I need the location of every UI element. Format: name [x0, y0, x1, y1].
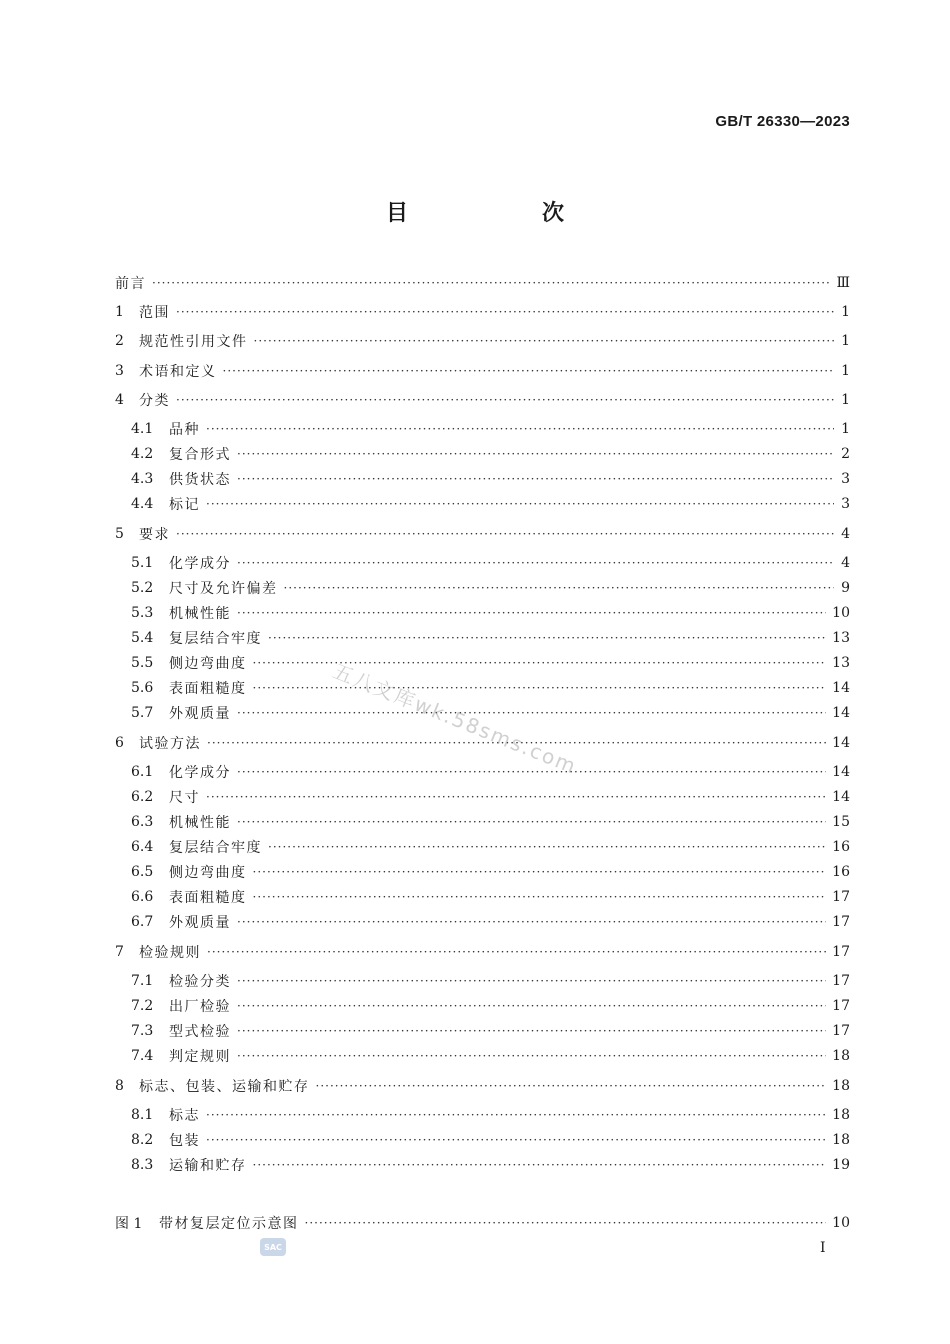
footer-page-number: I — [820, 1240, 826, 1256]
toc-leader-dots — [206, 497, 834, 511]
toc-entry-label: 标记 — [169, 497, 200, 513]
toc-entry-number: 4.1 — [131, 421, 154, 437]
toc-leader-dots — [237, 472, 834, 486]
toc-title: 目 次 — [385, 201, 620, 226]
toc-leader-dots — [237, 974, 826, 988]
toc-entry[interactable] — [131, 1154, 850, 1176]
toc-entry-page: 15 — [832, 814, 850, 830]
toc-entry-number: 5.6 — [131, 680, 154, 696]
toc-entry[interactable] — [131, 652, 850, 674]
toc-entry-label: 检验分类 — [169, 974, 231, 990]
toc-entry-label: 化学成分 — [169, 556, 231, 572]
toc-entry-page: 16 — [832, 864, 850, 880]
toc-entry-number: 2 — [115, 333, 124, 349]
toc-entry[interactable] — [131, 1045, 850, 1067]
toc-leader-dots — [206, 1133, 826, 1147]
toc-entry-label: 范围 — [139, 305, 170, 321]
toc-entry-label: 外观质量 — [169, 706, 231, 722]
toc-entry-page: 18 — [832, 1107, 850, 1123]
toc-leader-dots — [254, 334, 835, 348]
toc-entry-number: 6.1 — [131, 764, 154, 780]
figure-page: 10 — [832, 1215, 850, 1231]
toc-entry-page: 17 — [832, 973, 850, 989]
toc-entry-label: 复合形式 — [169, 447, 231, 463]
toc-entry-number: 6.3 — [131, 814, 154, 830]
toc-entry-page: 14 — [832, 680, 850, 696]
toc-entry-number: 7 — [115, 944, 124, 960]
toc-entry-number: 6 — [115, 735, 124, 751]
toc-leader-dots — [237, 1024, 826, 1038]
toc-entry-number: 8.3 — [131, 1157, 154, 1173]
toc-entry-page: 3 — [841, 471, 850, 487]
toc-entry[interactable] — [131, 468, 850, 490]
toc-leader-dots — [206, 1108, 826, 1122]
toc-entry-number: 5.4 — [131, 630, 154, 646]
toc-entry-page: 3 — [841, 496, 850, 512]
toc-leader-dots — [206, 790, 826, 804]
publisher-logo-icon: SAC — [260, 1238, 286, 1256]
toc-entry-page: 9 — [841, 580, 850, 596]
toc-entry-number: 8.2 — [131, 1132, 154, 1148]
toc-entry-label: 规范性引用文件 — [139, 334, 248, 350]
toc-entry[interactable] — [115, 941, 850, 963]
toc-entry[interactable] — [131, 627, 850, 649]
toc-entry-page: 19 — [832, 1157, 850, 1173]
toc-leader-dots — [237, 1049, 826, 1063]
toc-entry-label: 侧边弯曲度 — [169, 656, 247, 672]
toc-entry[interactable] — [131, 911, 850, 933]
toc-entry-label: 供货状态 — [169, 472, 231, 488]
toc-entry-number: 5.5 — [131, 655, 154, 671]
toc-entry[interactable] — [131, 1104, 850, 1126]
toc-entry-page: 1 — [841, 363, 850, 379]
toc-entry-number: 6.4 — [131, 839, 154, 855]
toc-entry[interactable] — [131, 577, 850, 599]
toc-entry-page: 4 — [841, 526, 850, 542]
toc-leader-dots — [237, 706, 826, 720]
toc-leader-dots — [268, 631, 826, 645]
toc-entry-label: 机械性能 — [169, 606, 231, 622]
toc-leader-dots — [152, 276, 830, 290]
toc-entry-number: 8.1 — [131, 1107, 154, 1123]
toc-entry-label: 术语和定义 — [139, 364, 217, 380]
toc-entry[interactable] — [115, 389, 850, 411]
toc-entry-page: 14 — [832, 735, 850, 751]
toc-leader-dots — [206, 422, 834, 436]
toc-entry-number: 8 — [115, 1078, 124, 1094]
toc-entry[interactable] — [115, 272, 850, 294]
toc-entry[interactable] — [131, 995, 850, 1017]
toc-entry-label: 表面粗糙度 — [169, 681, 247, 697]
toc-entry-number: 4 — [115, 392, 124, 408]
toc-leader-dots — [253, 890, 827, 904]
toc-entry[interactable] — [115, 330, 850, 352]
toc-entry-number: 5.2 — [131, 580, 154, 596]
toc-leader-dots — [223, 364, 835, 378]
toc-entry-number: 4.3 — [131, 471, 154, 487]
toc-entry-label: 尺寸 — [169, 790, 200, 806]
toc-entry-label: 要求 — [139, 527, 170, 543]
toc-entry-number: 4.4 — [131, 496, 154, 512]
toc-entry-number: 5.1 — [131, 555, 154, 571]
toc-entry-number: 7.3 — [131, 1023, 154, 1039]
toc-entry-number: 3 — [115, 363, 124, 379]
toc-entry[interactable] — [115, 1075, 850, 1097]
toc-entry[interactable] — [131, 1020, 850, 1042]
toc-leader-dots — [237, 606, 826, 620]
toc-entry-label: 包装 — [169, 1133, 200, 1149]
toc-entry-page: Ⅲ — [836, 275, 850, 291]
toc-entry-number: 6.6 — [131, 889, 154, 905]
standard-code: GB/T 26330—2023 — [715, 113, 850, 130]
toc-entry-label: 判定规则 — [169, 1049, 231, 1065]
toc-entry-page: 4 — [841, 555, 850, 571]
toc-entry-label: 机械性能 — [169, 815, 231, 831]
toc-entry-page: 18 — [832, 1078, 850, 1094]
toc-leader-dots — [237, 556, 834, 570]
toc-entry-page: 17 — [832, 998, 850, 1014]
toc-entry-number: 7.1 — [131, 973, 154, 989]
figure-number: 图 1 — [115, 1216, 143, 1232]
toc-entry-label: 出厂检验 — [169, 999, 231, 1015]
toc-entry[interactable] — [131, 552, 850, 574]
toc-entry[interactable] — [131, 761, 850, 783]
toc-entry[interactable] — [131, 970, 850, 992]
toc-entry-label: 运输和贮存 — [169, 1158, 247, 1174]
toc-entry-number: 6.7 — [131, 914, 154, 930]
figure-label: 带材复层定位示意图 — [159, 1216, 299, 1232]
toc-entry-number: 6.2 — [131, 789, 154, 805]
toc-entry-number: 5.7 — [131, 705, 154, 721]
toc-entry[interactable] — [115, 360, 850, 382]
toc-entry[interactable] — [131, 886, 850, 908]
toc-entry-label: 标志、包装、运输和贮存 — [139, 1079, 310, 1095]
toc-leader-dots — [176, 305, 834, 319]
watermark-text: 五八文库wk.58sms.com — [329, 658, 581, 779]
toc-leader-dots — [176, 393, 834, 407]
toc-entry[interactable] — [131, 1129, 850, 1151]
toc-entry-label: 分类 — [139, 393, 170, 409]
toc-entry-page: 14 — [832, 705, 850, 721]
toc-entry[interactable] — [131, 861, 850, 883]
toc-entry-page: 1 — [841, 333, 850, 349]
toc-entry-page: 18 — [832, 1132, 850, 1148]
toc-entry[interactable] — [115, 301, 850, 323]
toc-leader-dots — [237, 447, 834, 461]
toc-entry-page: 17 — [832, 889, 850, 905]
toc-entry[interactable] — [131, 418, 850, 440]
toc-entry-label: 前言 — [115, 276, 146, 292]
toc-entry-page: 17 — [832, 1023, 850, 1039]
toc-entry[interactable] — [131, 811, 850, 833]
toc-entry-page: 16 — [832, 839, 850, 855]
toc-leader-dots — [237, 999, 826, 1013]
toc-entry-label: 品种 — [169, 422, 200, 438]
toc-leader-dots — [237, 815, 826, 829]
toc-entry-label: 表面粗糙度 — [169, 890, 247, 906]
toc-entry-label: 复层结合牢度 — [169, 631, 262, 647]
toc-entry-page: 18 — [832, 1048, 850, 1064]
toc-entry[interactable] — [131, 677, 850, 699]
toc-entry-page: 1 — [841, 421, 850, 437]
toc-entry-label: 试验方法 — [139, 736, 201, 752]
toc-entry-label: 标志 — [169, 1108, 200, 1124]
toc-entry-number: 4.2 — [131, 446, 154, 462]
toc-leader-dots — [207, 945, 826, 959]
toc-entry-page: 13 — [832, 630, 850, 646]
toc-entry[interactable] — [131, 836, 850, 858]
toc-leader-dots — [237, 765, 826, 779]
toc-entry-label: 型式检验 — [169, 1024, 231, 1040]
toc-entry-number: 7.2 — [131, 998, 154, 1014]
toc-leader-dots — [316, 1079, 827, 1093]
toc-entry-page: 10 — [832, 605, 850, 621]
toc-entry-number: 1 — [115, 304, 124, 320]
toc-entry[interactable] — [131, 493, 850, 515]
figure-list-entry[interactable] — [115, 1212, 850, 1234]
toc-entry-label: 侧边弯曲度 — [169, 865, 247, 881]
toc-entry-page: 17 — [832, 914, 850, 930]
toc-leader-dots — [253, 1158, 827, 1172]
toc-entry[interactable] — [131, 602, 850, 624]
toc-leader-dots — [253, 865, 827, 879]
toc-entry-page: 14 — [832, 789, 850, 805]
toc-entry-page: 13 — [832, 655, 850, 671]
toc-entry-label: 复层结合牢度 — [169, 840, 262, 856]
toc-entry-page: 2 — [841, 446, 850, 462]
toc-entry-page: 17 — [832, 944, 850, 960]
toc-leader-dots — [305, 1216, 827, 1230]
toc-entry-label: 化学成分 — [169, 765, 231, 781]
toc-entry-page: 1 — [841, 304, 850, 320]
toc-entry-number: 5.3 — [131, 605, 154, 621]
toc-entry[interactable] — [115, 523, 850, 545]
toc-entry-label: 尺寸及允许偏差 — [169, 581, 278, 597]
toc-entry-number: 6.5 — [131, 864, 154, 880]
toc-entry[interactable] — [131, 786, 850, 808]
toc-entry-label: 检验规则 — [139, 945, 201, 961]
toc-leader-dots — [237, 915, 826, 929]
toc-entry-label: 外观质量 — [169, 915, 231, 931]
toc-entry-page: 14 — [832, 764, 850, 780]
toc-leader-dots — [284, 581, 835, 595]
toc-entry-number: 5 — [115, 526, 124, 542]
toc-entry[interactable] — [131, 443, 850, 465]
toc-entry-page: 1 — [841, 392, 850, 408]
toc-leader-dots — [268, 840, 826, 854]
toc-entry-number: 7.4 — [131, 1048, 154, 1064]
toc-leader-dots — [176, 527, 834, 541]
